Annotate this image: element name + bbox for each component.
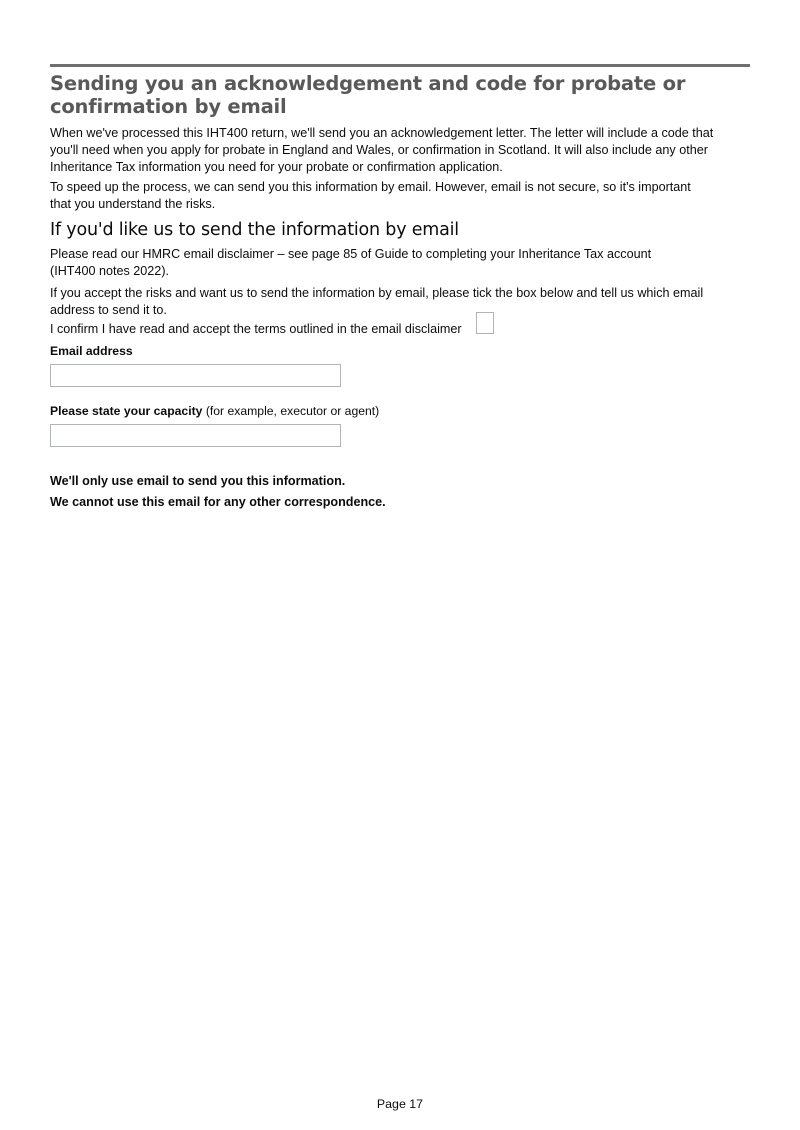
- capacity-hint: (for example, executor or agent): [202, 404, 380, 418]
- form-page: [50, 0, 750, 1130]
- capacity-field[interactable]: [50, 424, 341, 447]
- email-option-heading: If you'd like us to send the information by email: [50, 220, 459, 240]
- intro-paragraph: When we've processed this IHT400 return, we'll send you an acknowledgement letter. The letter will include a code that you'll need when you apply for probate in England and Wales, or confirmation in Scotland. It will also include any other Inheritance Tax information you need for your probate or confirmation application.: [50, 126, 714, 174]
- disclaimer-paragraph: [50, 246, 715, 280]
- page-number: Page 17: [376, 1097, 424, 1111]
- email-use-notice: We'll only use email to send you this information.: [50, 474, 346, 488]
- disclaimer-reference: (IHT400 notes 2022).: [50, 264, 170, 278]
- section-title: Sending you an acknowledgement and code for probate or confirmation by email: [50, 72, 686, 118]
- capacity-label: [50, 403, 379, 419]
- email-address-label-text: Email address: [50, 344, 133, 358]
- email-address-field[interactable]: [50, 364, 341, 387]
- confirm-disclaimer-checkbox[interactable]: [476, 312, 494, 334]
- risk-paragraph: To speed up the process, we can send you this information by email. However, email is not secure, so it's important that you understand the risks.: [50, 180, 691, 211]
- email-restriction-notice: We cannot use this email for any other correspondence.: [50, 495, 386, 509]
- instructions-paragraph: If you accept the risks and want us to send the information by email, please tick the box below and tell us which email address to send it to.: [50, 286, 704, 317]
- section-divider: [50, 64, 750, 67]
- confirm-disclaimer-label: I confirm I have read and accept the terms outlined in the email disclaimer: [50, 322, 462, 336]
- disclaimer-line: Please read our HMRC email disclaimer – see page 85 of Guide to completing your Inheritance Tax account: [50, 247, 652, 261]
- capacity-label-text: Please state your capacity: [50, 404, 203, 418]
- disclaimer-confirm-row: [50, 312, 510, 338]
- email-address-label: [50, 343, 133, 359]
